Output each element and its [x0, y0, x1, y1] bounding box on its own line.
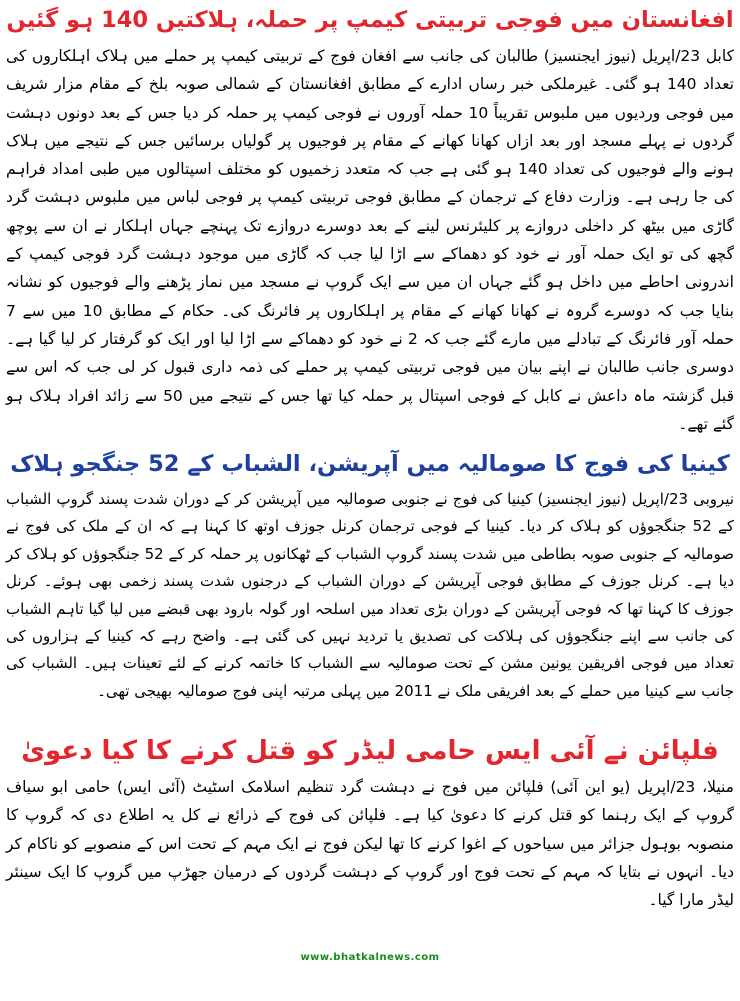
article-afghanistan — [6, 4, 734, 438]
headline-philippines: فلپائن نے آئی ایس حامی لیڈر کو قتل کرنے کا کیا دعویٰ — [21, 736, 719, 766]
article-philippines — [6, 735, 734, 914]
headline-kenya: کینیا کی فوج کا صومالیہ میں آپریشن، الشباب کے 52 جنگجو ہلاک — [10, 451, 730, 477]
article-kenya — [6, 448, 734, 705]
body-kenya: نیروبی 23/اپریل (نیوز ایجنسیز) کینیا کی فوج نے جنوبی صومالیہ میں آپریشن کر کے دوران شدت پسند گروپ الشباب کے 52 جنگجوؤں کو ہلاک کر دیا۔ کینیا کے فوجی ترجمان کرنل جوزف اوتھ کا کہنا ہے کہ ان کے ملک کی فوج نے صومالیہ کے جنوبی صوبہ بطاطی میں شدت پسند گروپ الشباب کے ٹھکانوں پر حملہ کر کے 52 جنگجوؤں کو ہلاک کر دیا ہے۔ کرنل جوزف کے مطابق فوجی آپریشن کے دوران الشباب کے درجنوں شدت پسند زخمی بھی ہوئے۔ کرنل جوزف کا کہنا تھا کہ فوجی آپریشن کے دوران بڑی تعداد میں اسلحہ اور گولہ بارود بھی قبضے میں لیا گیا تاہم الشباب کی جانب سے اپنے جنگجوؤں کی ہلاکت کی تصدیق یا تردید نہیں کی گئی ہے۔ واضح رہے کہ کینیا کے ہزاروں کی تعداد میں فوجی افریقین یونین مشن کے تحت صومالیہ سے الشباب کا خاتمہ کرنے کے لئے تعینات ہیں۔ الشباب کی جانب سے کینیا میں حملے کے بعد افریقی ملک نے 2011 میں پہلی مرتبہ اپنی فوج صومالیہ بھیجی تھی۔ — [6, 490, 734, 700]
body-afghanistan: کابل 23/اپریل (نیوز ایجنسیز) طالبان کی جانب سے افغان فوج کے تربیتی کیمپ پر حملے میں ہلاک اہلکاروں کی تعداد 140 ہو گئی۔ غیرملکی خبر رساں ادارے کے مطابق افغانستان کے شمالی صوبہ بلخ کے مقام مزار شریف میں فوجی وردیوں میں ملبوس تقریباً 10 حملہ آوروں نے فوجی کیمپ پر حملہ کر دیا جس کے بعد دونوں دہشت گردوں نے پہلے مسجد اور بعد ازاں کھانا کھانے کے مقام پر فوجیوں پر گولیاں برسائیں جس کے نتیجے میں ہلاک ہونے والے فوجیوں کی تعداد 140 ہو گئی ہے جب کہ متعدد زخمیوں کو مختلف اسپتالوں میں طبی امداد فراہم کی جا رہی ہے۔ وزارت دفاع کے ترجمان کے مطابق فوجی تربیتی کیمپ پر فوجی لباس میں ملبوس دہشت گرد گاڑی میں بیٹھ کر داخلی دروازے پر کلیئرنس لینے کے بعد دوسرے دروازے تک پہنچے جہاں اہلکار نے ان سے پوچھ گچھ کی تو ایک حملہ آور نے خود کو دھماکے سے اڑا لیا جب کہ گاڑی میں موجود دہشت گرد فوجی کیمپ کے اندرونی احاطے میں داخل ہو گئے جہاں ان میں سے ایک گروپ نے مسجد میں نماز پڑھنے والے فوجیوں کو نشانہ بنایا جب کہ دوسرے گروہ نے کھانا کھانے کے مقام پر اہلکاروں پر فائرنگ کی۔ حکام کے مطابق 10 میں سے 7 حملہ آور فائرنگ کے تبادلے میں مارے گئے جب کہ 2 نے خود کو دھماکے سے اڑا لیا اور ایک کو گرفتار کر لیا گیا ہے۔ دوسری جانب طالبان نے اپنے بیان میں فوجی تربیتی کیمپ پر حملے کی ذمہ داری قبول کر لی جب کہ اس سے قبل گزشتہ ماہ داعش نے کابل کے فوجی اسپتال پر حملہ کیا تھا جس کے نتیجے میں 50 سے زائد افراد ہلاک ہو گئے تھے۔ — [6, 47, 735, 433]
body-philippines: منیلا، 23/اپریل (یو این آئی) فلپائن میں فوج نے دہشت گرد تنظیم اسلامک اسٹیٹ (آئی ایس) حامی ابو سیاف گروپ کے ایک رہنما کو قتل کرنے کا دعویٰ کیا ہے۔ فلپائن کی فوج کے ذرائع نے کل یہ اطلاع دی کہ گروپ کا منصوبہ بوہول جزائر میں سیاحوں کے اغوا کرنے کا تھا لیکن فوج نے ایک مہم کے تحت اس کے منصوبے کو ناکام کر دیا۔ انہوں نے بتایا کہ مہم کے تحت فوج اور گروپ کے دہشت گردوں کے درمیان جھڑپ میں گروپ کا ایک سینئر لیڈر مارا گیا۔ — [6, 778, 734, 910]
website-url[interactable]: www.bhatkalnews.com — [300, 952, 440, 963]
headline-afghanistan: افغانستان میں فوجی تربیتی کیمپ پر حملہ، ہلاکتیں 140 ہو گئیں — [6, 7, 734, 33]
